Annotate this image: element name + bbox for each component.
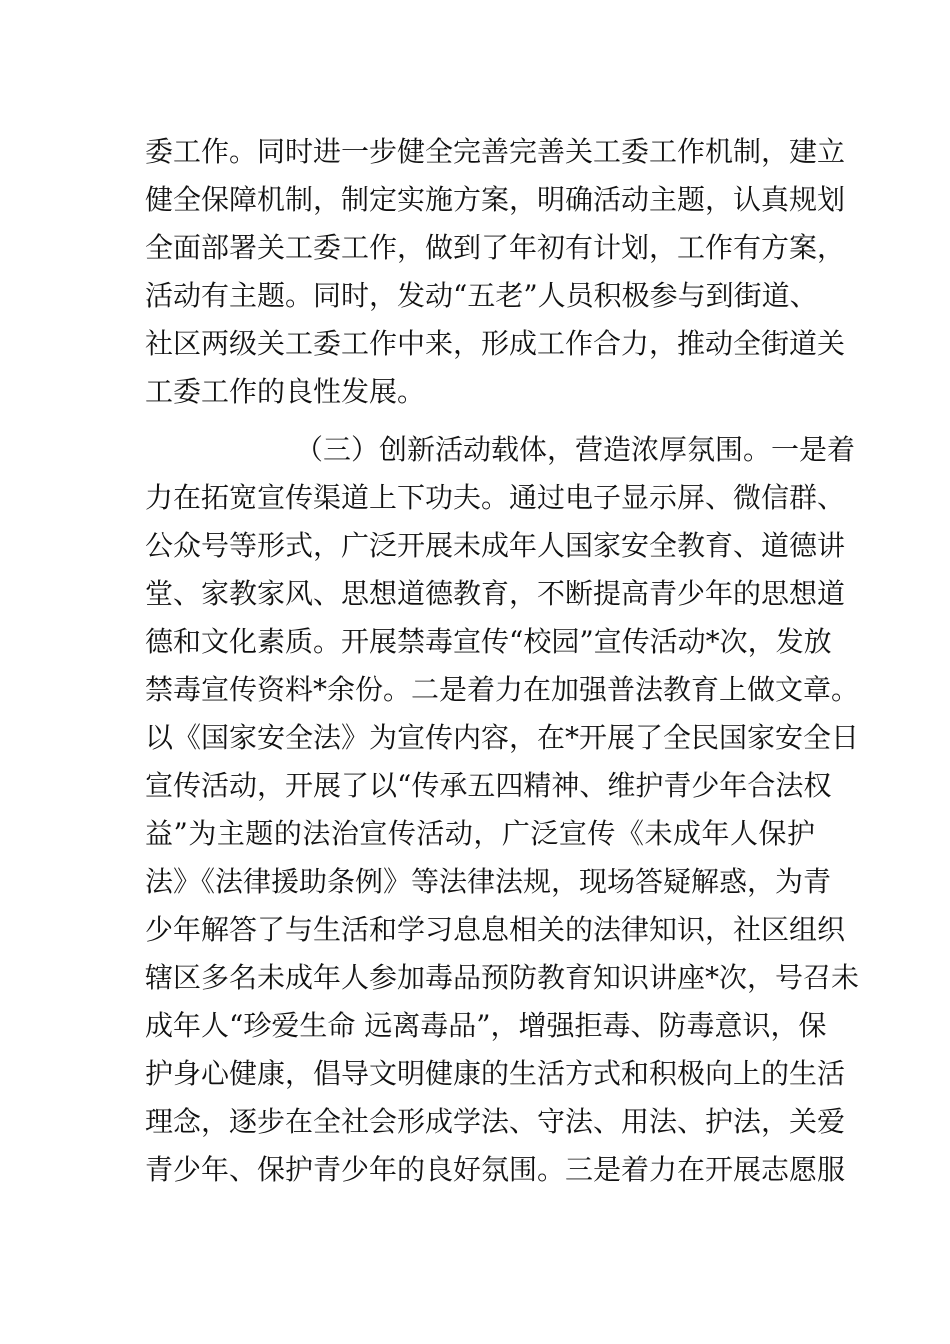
text-line: 德和文化素质。开展禁毒宣传“校园”宣传活动*次，发放 <box>145 625 832 658</box>
paragraph-work-mechanism <box>145 128 846 416</box>
text-line: 理念，逐步在全社会形成学法、守法、用法、护法，关爱 <box>145 1105 846 1138</box>
text-line: 活动有主题。同时，发动“五老”人员积极参与到街道、 <box>145 279 818 312</box>
text-line: 委工作。同时进一步健全完善完善关工委工作机制，建立 <box>145 135 846 168</box>
text-line: 法》《法律援助条例》等法律法规，现场答疑解惑，为青 <box>145 865 832 898</box>
text-line: 公众号等形式，广泛开展未成年人国家安全教育、道德讲 <box>145 529 846 562</box>
section-heading-line: （三）创新活动载体，营造浓厚氛围。一是着 <box>295 433 856 466</box>
text-line: 成年人“珍爱生命 远离毒品”，增强拒毒、防毒意识，保 <box>145 1009 827 1042</box>
text-line: 健全保障机制，制定实施方案，明确活动主题，认真规划 <box>145 183 846 216</box>
text-line: 以《国家安全法》为宣传内容，在*开展了全民国家安全日 <box>145 721 860 754</box>
text-line: 辖区多名未成年人参加毒品预防教育知识讲座*次，号召未 <box>145 961 860 994</box>
text-line: 护身心健康，倡导文明健康的生活方式和积极向上的生活 <box>145 1057 846 1090</box>
text-line: 禁毒宣传资料*余份。二是着力在加强普法教育上做文章。 <box>145 673 860 706</box>
text-line: 堂、家教家风、思想道德教育，不断提高青少年的思想道 <box>145 577 846 610</box>
text-line: 宣传活动，开展了以“传承五四精神、维护青少年合法权 <box>145 769 832 802</box>
text-line: 社区两级关工委工作中来，形成工作合力，推动全街道关 <box>145 327 846 360</box>
text-line: 力在拓宽宣传渠道上下功夫。通过电子显示屏、微信群、 <box>145 481 846 514</box>
text-line: 青少年、保护青少年的良好氛围。三是着力在开展志愿服 <box>145 1153 846 1186</box>
paragraph-innovative-activities <box>145 426 860 1194</box>
text-line: 全面部署关工委工作，做到了年初有计划，工作有方案， <box>145 231 846 264</box>
text-line: 少年解答了与生活和学习息息相关的法律知识，社区组织 <box>145 913 846 946</box>
text-line: 工委工作的良性发展。 <box>145 375 426 408</box>
text-line: 益”为主题的法治宣传活动，广泛宣传《未成年人保护 <box>145 817 815 850</box>
